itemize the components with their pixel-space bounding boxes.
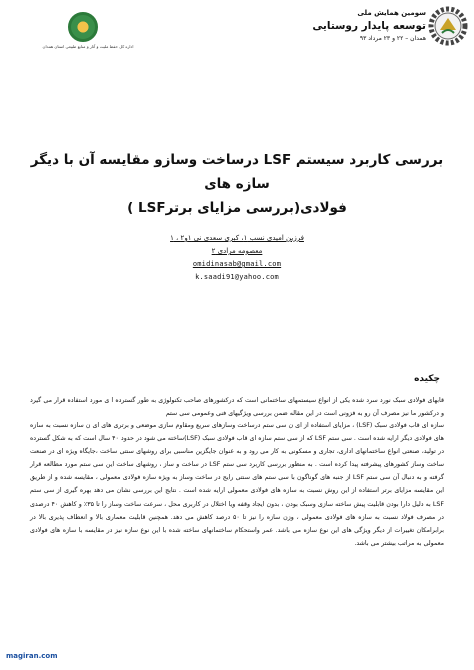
author-block — [60, 232, 414, 284]
conference-header — [0, 0, 474, 70]
author-email-2[interactable]: k.saadi91@yahoo.com — [195, 273, 279, 281]
authors-line: فرزین امیدی نسب ۱، کبری سعدی نی ۱و۲ ، ۱ — [170, 234, 304, 242]
conference-series: سومین همایش ملی — [357, 9, 426, 17]
authors-line2: معصومه مرادی ۲ — [211, 247, 263, 255]
footer-site-link[interactable]: magiran.com — [6, 652, 58, 660]
paper-title-line1: بررسی کاربرد سیستم LSF درساخت وسازو مقایسه آن با دیگر سازه های — [30, 152, 444, 192]
paper-title-line2: فولادی(بررسی مزایای برترLSF ) — [127, 200, 347, 216]
conference-title-block — [256, 8, 426, 43]
author-email-1[interactable]: omidinasab@gmail.com — [192, 260, 282, 268]
conference-logo-icon — [428, 6, 468, 46]
organization-logo-caption: اداره کل حفظ ملیت و آثار و منابع طبیعی استان همدان — [42, 44, 134, 49]
abstract-heading: چکیده — [414, 374, 440, 384]
abstract-paragraph-1: قابهای فولادی سبک نورد سرد شده یکی از انواع سیستمهای ساختمانی است که درکشورهای صاحب تکنولوژی به طور گسترده ا ی مورد استفاده قرار می گیرد و درکشور ما نیز مصرف آن رو به فزونی است در این مقاله ضمن بررسی ویژگیهای فنی وعمومی سی ستم — [30, 397, 444, 418]
conference-name: توسعه پایدار روستایی — [312, 20, 426, 32]
organization-emblem-icon — [68, 12, 98, 42]
abstract-paragraph-2: سازه ای قاب فولادی سبک (LSF) ، مزایای استفاده از ای ن سی ستم درساخت وسازهای سریع ومقاوم سازی موضعی و برتری های ای ن سازه نسبت به سازه های فولادی دیگر ارایه شده است . سی ستم LSF که از سی ستم سازه ای قاب فولادی سبک (LSF)ساخته می شود در حدود ۴۰ سال است که به شکل گسترده در تولید، صنعتی انواع ساختمانهای اداری، تجاری و مسکونی به کار می رود و به عنوان جایگزین مناسبی برای روشهای سنتی ساخت ،جایگاه ویژه ای در صنعت ساخت وساز کشورهای پیشرفته پیدا کرده است . به منظور بررسی کاربرد سی ستم LSF در ساخت و ساز ، روشهای ساخت این سی ستم مورد مطالعه قرار گرفته و به دنبال آن سی ستم LSF از جنبه های گوناگون با سی ستم های سنتی رایج در ساخت وساز به ویژه سازه فولادی معمولی ، مقایسه شده و از طریق این مقایسه مزایای برتر استفاده از این روش نسبت به سازه های فولادی معمولی ارایه شده است . نتایج این بررسی نشان می دهد بهره گیری از سی ستم LSF به دلیل دارا بودن قابلیت پیش ساخته سازی وسبک بودن ، بدون ایجاد وقفه ویا اختلال در کاربری محل ، سرعت ساخت وساز را تا ۳۵٪ و کاهش ۴۰ درصدی در مصرف فولاد نسبت به سازه های فولادی معمولی ، وزن سازه را نیز تا ۵۰ درصد کاهش می دهد. همچنین قابلیت معماری بالا و انعطاف پذیری بالا در برابرامکان تغییرات از دیگر ویژگی های این نوع سازه می باشد. عمر واستحکام ساختمانهای ساخته شده با این نوع سازه نیز در مقایسه با سازه های فولادی معمولی به مراتب بیشتر می باشد. — [30, 422, 445, 547]
paper-title — [30, 148, 444, 220]
organization-logo — [28, 10, 148, 58]
conference-date: همدان – ۲۲ و ۲۳ مرداد ۹۳ — [359, 35, 426, 42]
